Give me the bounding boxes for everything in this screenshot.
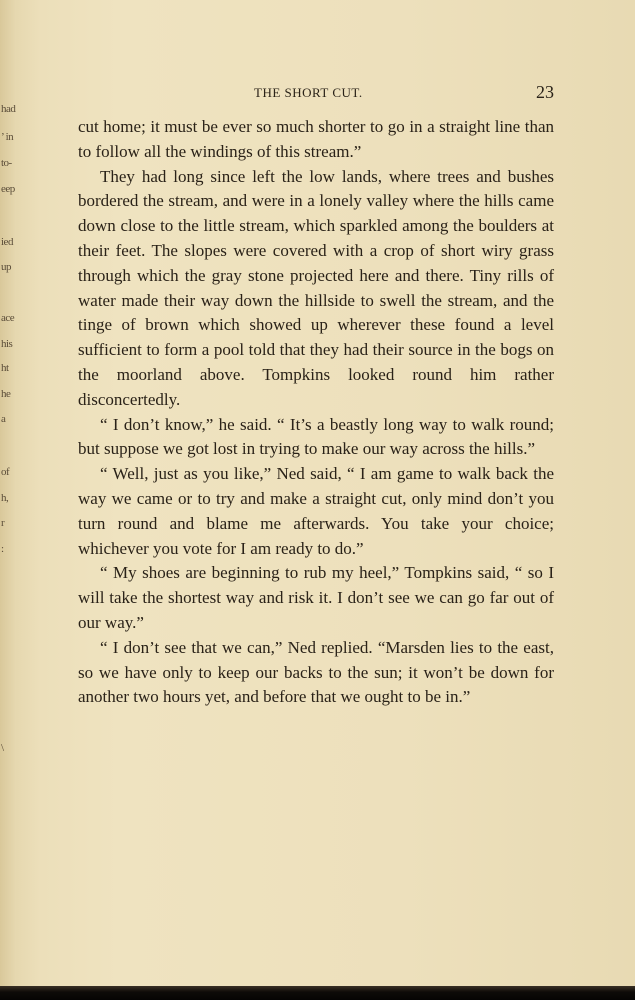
margin-fragment: had <box>1 103 16 115</box>
margin-fragment: his <box>1 338 13 350</box>
page-number: 23 <box>536 82 554 102</box>
margin-fragment: ht <box>1 362 9 374</box>
margin-fragment: eep <box>1 183 15 195</box>
margin-fragment: ace <box>1 312 15 324</box>
running-head: THE SHORT CUT. <box>254 85 363 100</box>
paragraph: “ Well, just as you like,” Ned said, “ I am game to walk back the way we came or to try and make a straight cut, only mind don’t you turn round and blame me afterwards. You take your choice; whichever you vote for I am ready to do.” <box>78 464 554 558</box>
margin-fragment: ied <box>1 236 13 248</box>
paragraph: They had long since left the low lands, where trees and bushes bordered the stream, and were in a lonely valley where the hills came down close to the little stream, which sparkled among the boulders at their feet. The slopes were covered with a crop of short wiry grass through which the gray stone projected here and there. Tiny rills of water made their way down the hillside to swell the stream, and the tinge of brown which showed up wherever these found a level sufficient to form a pool told that they had their source in the bogs on the moorland above. Tompkins looked round him rather disconcertedly. <box>78 166 554 409</box>
margin-fragment: \ <box>1 742 4 754</box>
scan-bottom-edge <box>0 986 635 1000</box>
margin-fragment: up <box>1 261 11 273</box>
paragraph: “ My shoes are beginning to rub my heel,” Tompkins said, “ so I will take the shortest way and risk it. I don’t see we can go far out of our way.” <box>78 563 554 632</box>
paragraph: cut home; it must be ever so much shorter to go in a straight line than to follow all the windings of this stream.” <box>78 117 554 161</box>
margin-fragment: to- <box>1 157 12 169</box>
margin-fragment: : <box>1 543 4 555</box>
margin-fragment: h, <box>1 492 9 504</box>
margin-fragment: a <box>1 413 6 425</box>
margin-fragment: of <box>1 466 10 478</box>
margin-fragment: r <box>1 517 5 529</box>
page-header <box>78 82 554 104</box>
body-text <box>78 115 554 710</box>
margin-fragment: ’ in <box>1 131 14 143</box>
paragraph: “ I don’t see that we can,” Ned replied. “Marsden lies to the east, so we have only to keep our backs to the sun; it won’t be down for another two hours yet, and before that we ought to be in.” <box>78 637 554 707</box>
paragraph: “ I don’t know,” he said. “ It’s a beastly long way to walk round; but suppose we got lost in trying to make our way across the hills.” <box>78 414 554 459</box>
margin-fragment: he <box>1 388 11 400</box>
